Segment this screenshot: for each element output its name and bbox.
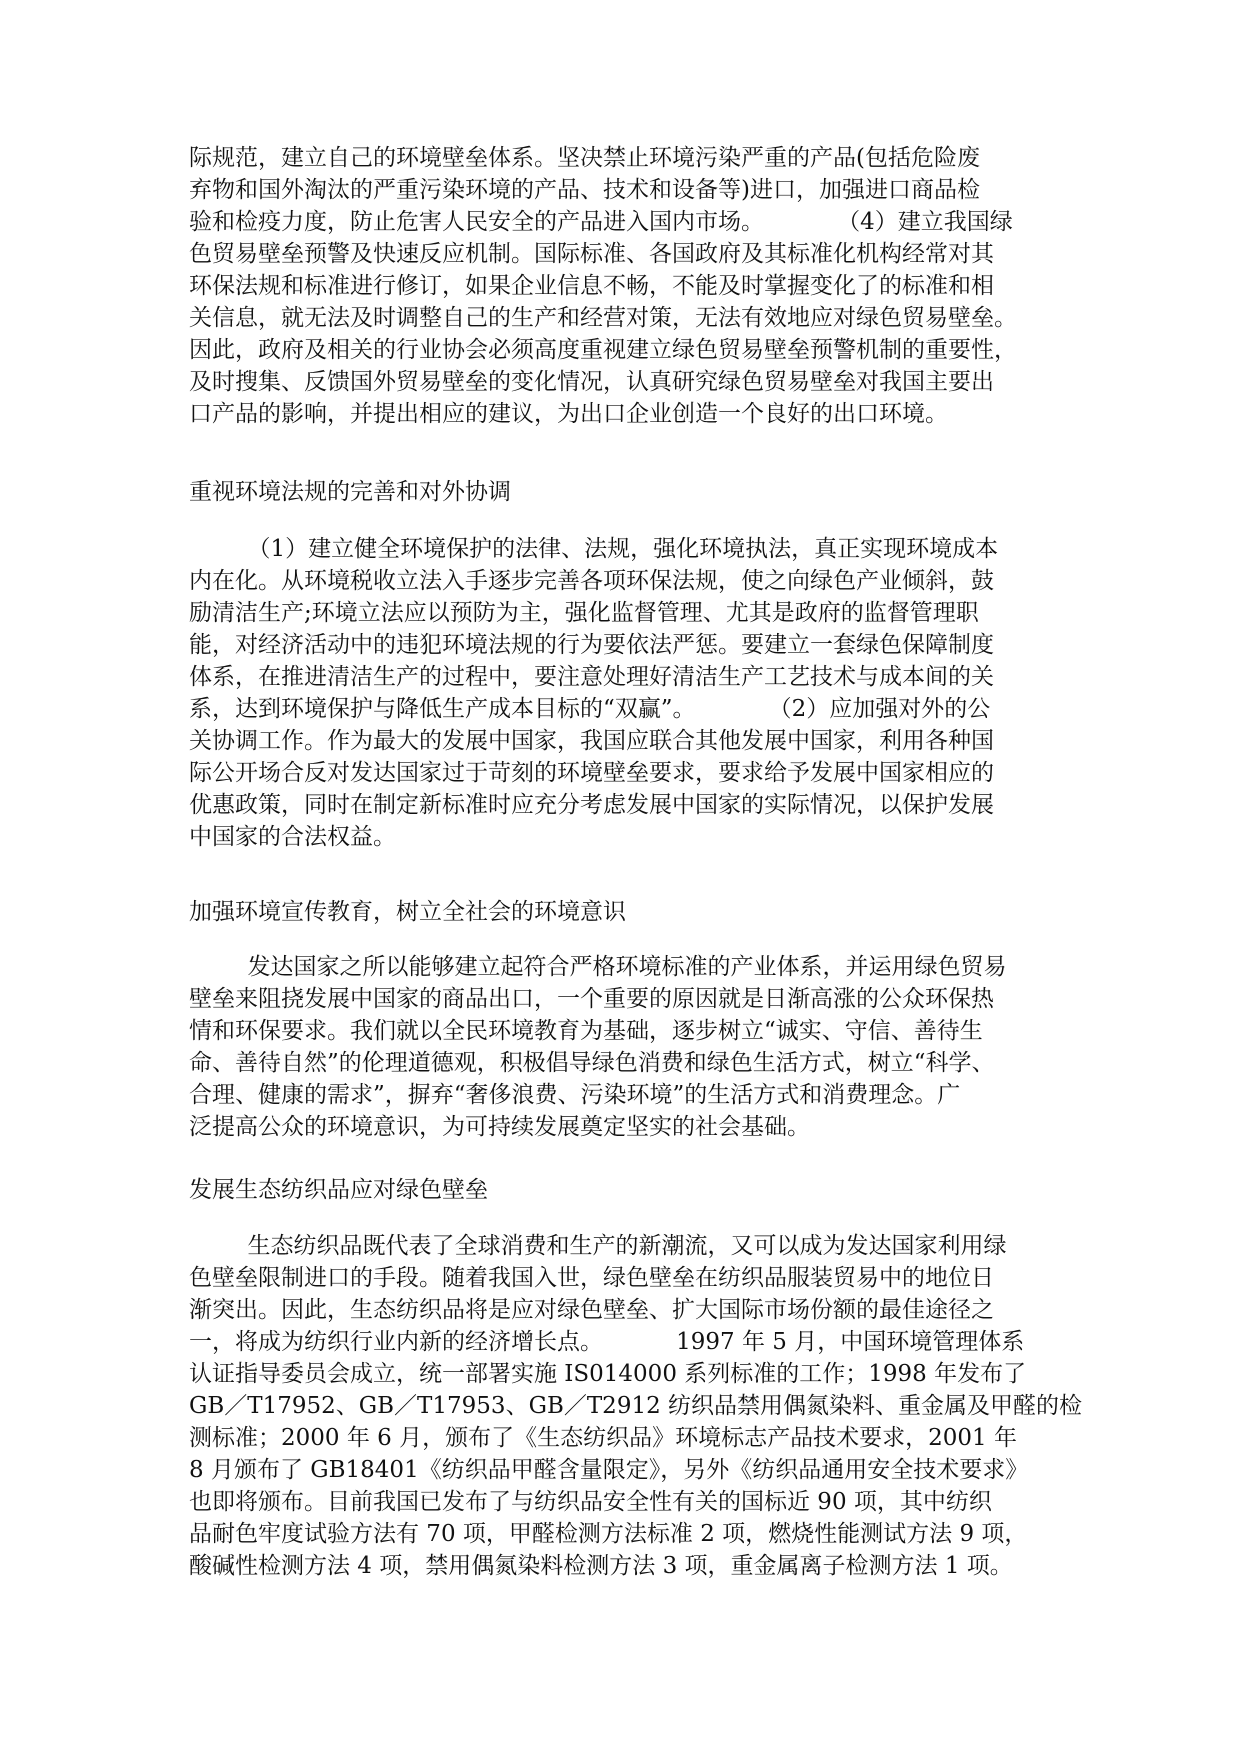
text-line: 生态纺织品既代表了全球消费和生产的新潮流，又可以成为发达国家利用绿 xyxy=(189,1233,1007,1259)
text-line: 关信息，就无法及时调整自己的生产和经营对策，无法有效地应对绿色贸易壁垒。 xyxy=(189,305,1017,331)
text-line: 品耐色牢度试验方法有 70 项，甲醛检测方法标准 2 项，燃烧性能测试方法 9 项， xyxy=(189,1521,1028,1547)
text-line: 色壁垒限制进口的手段。随着我国入世，绿色壁垒在纺织品服装贸易中的地位日 xyxy=(189,1265,994,1291)
text-line: 验和检疫力度，防止危害人民安全的产品进入国内市场。 （4）建立我国绿 xyxy=(189,209,1013,235)
text-line: 际规范，建立自己的环境壁垒体系。坚决禁止环境污染严重的产品(包括危险废 xyxy=(189,145,980,171)
text-line: GB／T17952、GB／T17953、GB／T2912 纺织品禁用偶氮染料、重金属及甲醛的检 xyxy=(189,1393,1083,1419)
text-line: 系，达到环境保护与降低生产成本目标的“双赢”。 （2）应加强对外的公 xyxy=(189,696,991,722)
text-line: 关协调工作。作为最大的发展中国家，我国应联合其他发展中国家，利用各种国 xyxy=(189,728,994,754)
text-line: 合理、健康的需求”，摒弃“奢侈浪费、污染环境”的生活方式和消费理念。广 xyxy=(189,1082,961,1108)
text-line: 发达国家之所以能够建立起符合严格环境标准的产业体系，并运用绿色贸易 xyxy=(189,954,1007,980)
text-line: （1）建立健全环境保护的法律、法规，强化环境执法，真正实现环境成本 xyxy=(189,536,999,562)
text-line: 命、善待自然”的伦理道德观，积极倡导绿色消费和绿色生活方式，树立“科学、 xyxy=(189,1050,995,1076)
text-line: 因此，政府及相关的行业协会必须高度重视建立绿色贸易壁垒预警机制的重要性， xyxy=(189,337,1017,363)
text-line: 口产品的影响，并提出相应的建议，为出口企业创造一个良好的出口环境。 xyxy=(189,401,948,427)
paragraph-environmental-law xyxy=(189,533,1089,853)
section-heading-environmental-education: 加强环境宣传教育，树立全社会的环境意识 xyxy=(189,899,626,925)
text-line: 酸碱性检测方法 4 项，禁用偶氮染料检测方法 3 项，重金属离子检测方法 1 项。 xyxy=(189,1553,1013,1579)
paragraph-eco-textiles xyxy=(189,1230,1089,1582)
text-line: 8 月颁布了 GB18401《纺织品甲醛含量限定》，另外《纺织品通用安全技术要求》 xyxy=(189,1457,1029,1483)
text-line: 渐突出。因此，生态纺织品将是应对绿色壁垒、扩大国际市场份额的最佳途径之 xyxy=(189,1297,994,1323)
text-line: 色贸易壁垒预警及快速反应机制。国际标准、各国政府及其标准化机构经常对其 xyxy=(189,241,994,267)
text-line: 励清洁生产;环境立法应以预防为主，强化监督管理、尤其是政府的监督管理职 xyxy=(189,600,979,626)
text-line: 及时搜集、反馈国外贸易壁垒的变化情况，认真研究绿色贸易壁垒对我国主要出 xyxy=(189,369,994,395)
text-line: 认证指导委员会成立，统一部署实施 IS014000 系列标准的工作；1998 年发布了 xyxy=(189,1361,1027,1387)
text-line: 弃物和国外淘汰的严重污染环境的产品、技术和设备等)进口，加强进口商品检 xyxy=(189,177,980,203)
text-line: 优惠政策，同时在制定新标准时应充分考虑发展中国家的实际情况，以保护发展 xyxy=(189,792,994,818)
text-line: 测标准；2000 年 6 月，颁布了《生态纺织品》环境标志产品技术要求，2001 年 xyxy=(189,1425,1017,1451)
section-heading-eco-textiles: 发展生态纺织品应对绿色壁垒 xyxy=(189,1177,488,1203)
text-line: 中国家的合法权益。 xyxy=(189,824,396,850)
text-line: 内在化。从环境税收立法入手逐步完善各项环保法规，使之向绿色产业倾斜，鼓 xyxy=(189,568,994,594)
text-line: 体系，在推进清洁生产的过程中，要注意处理好清洁生产工艺技术与成本间的关 xyxy=(189,664,994,690)
text-line: 环保法规和标准进行修订，如果企业信息不畅，不能及时掌握变化了的标准和相 xyxy=(189,273,994,299)
text-line: 际公开场合反对发达国家过于苛刻的环境壁垒要求，要求给予发展中国家相应的 xyxy=(189,760,994,786)
text-line: 壁垒来阻挠发展中国家的商品出口，一个重要的原因就是日渐高涨的公众环保热 xyxy=(189,986,994,1012)
paragraph-environmental-awareness xyxy=(189,951,1089,1143)
text-line: 情和环保要求。我们就以全民环境教育为基础，逐步树立“诚实、守信、善待生 xyxy=(189,1018,983,1044)
text-line: 一，将成为纺织行业内新的经济增长点。 1997 年 5 月，中国环境管理体系 xyxy=(189,1329,1025,1355)
text-line: 也即将颁布。目前我国已发布了与纺织品安全性有关的国标近 90 项，其中纺织 xyxy=(189,1489,992,1515)
section-heading-environmental-regulations: 重视环境法规的完善和对外协调 xyxy=(189,479,511,505)
text-line: 泛提高公众的环境意识，为可持续发展奠定坚实的社会基础。 xyxy=(189,1114,810,1140)
text-line: 能，对经济活动中的违犯环境法规的行为要依法严惩。要建立一套绿色保障制度 xyxy=(189,632,994,658)
paragraph-green-barrier-warning xyxy=(189,142,1089,430)
